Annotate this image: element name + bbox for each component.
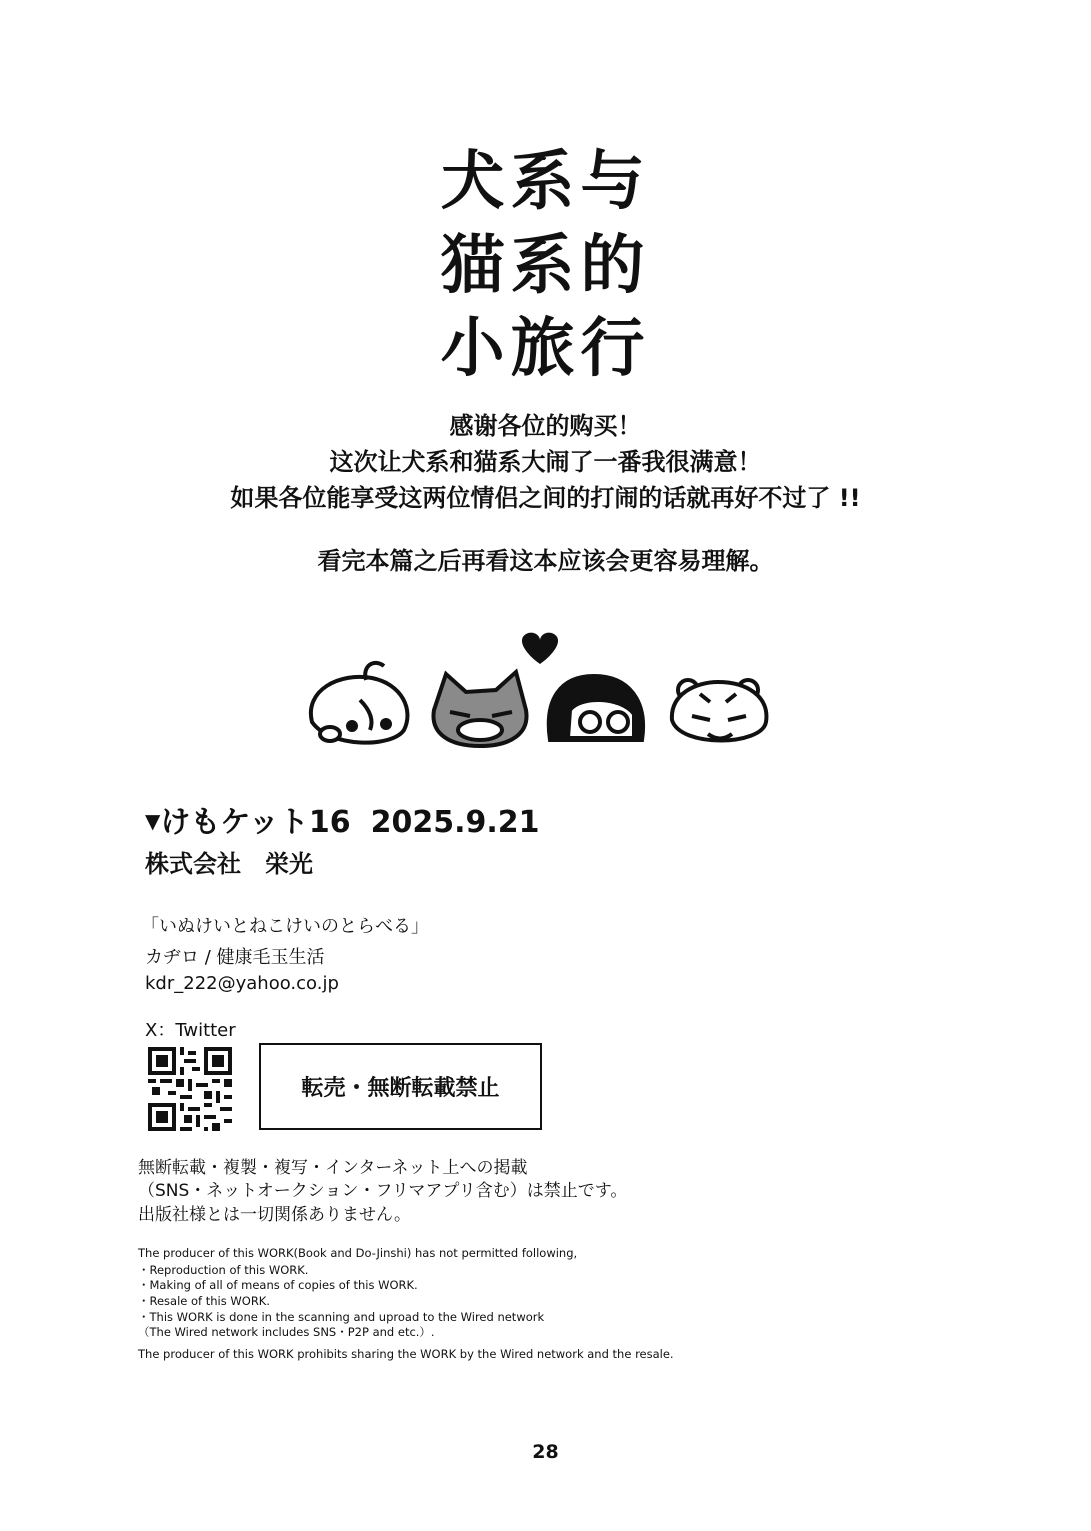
notice-en-line-3: ・Making of all of means of copies of this WORK. bbox=[138, 1278, 418, 1292]
title-line-1: 犬系与 bbox=[440, 145, 651, 219]
book-title: 「いぬけいとねこけいのとらべる」 bbox=[141, 916, 429, 937]
message-line-2: 这次让犬系和猫系大闹了一番我很满意！ bbox=[329, 448, 762, 476]
notice-en-line-7: The producer of this WORK prohibits sharing the WORK by the Wired network and the resale. bbox=[138, 1347, 674, 1361]
title-line-3: 小旅行 bbox=[440, 312, 651, 386]
triangle-marker-icon: ▼ bbox=[145, 809, 161, 833]
page-number: 28 bbox=[532, 1441, 559, 1463]
face-4 bbox=[672, 680, 767, 741]
message-line-4: 看完本篇之后再看这本应该会更容易理解。 bbox=[317, 547, 774, 575]
notice-en-line-4: ・Resale of this WORK. bbox=[138, 1294, 271, 1308]
no-resale-notice-box bbox=[259, 1043, 542, 1130]
notice-jp-line-3: 出版社様とは一切関係ありません。 bbox=[138, 1205, 412, 1225]
title-line-2: 猫系的 bbox=[440, 229, 651, 303]
qr-code bbox=[148, 1047, 232, 1131]
notice-en-line-2: ・Reproduction of this WORK. bbox=[138, 1263, 309, 1277]
notice-en-line-6: （The Wired network includes SNS・P2P and etc.）. bbox=[138, 1325, 435, 1339]
notice-jp-line-1: 無断転載・複製・複写・インターネット上への掲載 bbox=[138, 1158, 528, 1178]
event-date: 2025.9.21 bbox=[370, 805, 540, 840]
heart-icon bbox=[522, 633, 558, 664]
face-3 bbox=[549, 676, 643, 740]
face-1 bbox=[311, 663, 408, 743]
sns-label: X：Twitter bbox=[145, 1020, 236, 1041]
no-resale-notice-text: 転売・無断転載禁止 bbox=[301, 1076, 500, 1101]
message-line-3: 如果各位能享受这两位情侣之间的打闹的话就再好不过了 !! bbox=[230, 484, 861, 512]
notice-jp-line-2: （SNS・ネットオークション・フリマアプリ含む）は禁止です。 bbox=[138, 1181, 628, 1201]
event-info bbox=[145, 805, 540, 840]
face-2 bbox=[433, 672, 526, 746]
author: カヂロ / 健康毛玉生活 bbox=[145, 947, 325, 968]
event-name: けもケット16 bbox=[160, 805, 351, 840]
notice-en-line-1: The producer of this WORK(Book and Do-Jinshi) has not permitted following, bbox=[138, 1246, 578, 1260]
message-line-1: 感谢各位的购买！ bbox=[449, 412, 642, 440]
email: kdr_222@yahoo.co.jp bbox=[145, 973, 339, 994]
character-faces-illustration bbox=[300, 630, 780, 755]
printer-name: 株式会社 栄光 bbox=[145, 850, 313, 878]
notice-en-line-5: ・This WORK is done in the scanning and uproad to the Wired network bbox=[138, 1310, 545, 1324]
